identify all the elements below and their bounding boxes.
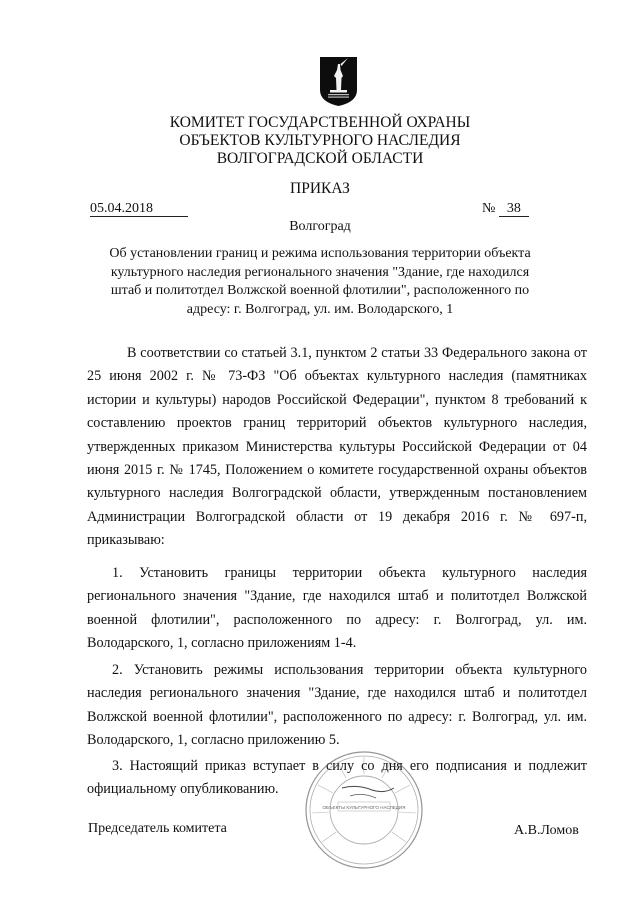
signatory-role: Председатель комитета [88,821,227,836]
official-seal [302,748,426,872]
committee-name [0,114,640,168]
document-number-label: № [482,201,496,216]
document-date-value: 05.04.2018 [90,201,153,216]
order-item-3: 3. Настоящий приказ вступает в силу со дня его подписания и подлежит официальному опубликованию. [87,758,587,798]
seal-text: ОБЪЕКТЫ КУЛЬТУРНОГО НАСЛЕДИЯ [322,805,406,810]
order-item-2: 2. Установить режимы использования территории объекта культурного наследия регионального значения "Здание, где находился штаб и политотдел Волжской военной флотилии", расположенного по адресу: г. Волгоград, ул. им. Володарского, 1, согласно приложению 5. [87,662,587,749]
committee-name-line-1: КОМИТЕТ ГОСУДАРСТВЕННОЙ ОХРАНЫ [169,114,471,131]
committee-name-line-2: ОБЪЕКТОВ КУЛЬТУРНОГО НАСЛЕДИЯ [179,132,461,149]
document-number [482,201,529,217]
coat-of-arms-icon [319,56,358,107]
document-type: ПРИКАЗ [290,180,350,197]
document-subject: Об установлении границ и режима использования территории объекта культурного наследия регионального значения "Здание, где находился штаб и политотдел Волжской военной флотилии", расположенного по адресу: г. Волгоград, ул. им. Володарского, 1 [109,246,531,317]
document-number-value: 38 [499,202,529,217]
document-date [90,201,153,217]
order-item-1: 1. Установить границы территории объекта культурного наследия регионального значения "Здание, где находился штаб и политотдел Волжской военной флотилии", расположенного по адресу: г. Волгоград, ул. им. Володарского, 1, согласно приложениям 1-4. [87,565,587,652]
preamble-paragraph: В соответствии со статьей 3.1, пунктом 2 статьи 33 Федерального закона от 25 июня 2002 г. № 73-ФЗ "Об объектах культурного наследия (памятниках истории и культуры) народов Российской Федерации", пунктом 8 требований к составлению проектов границ территорий объектов культурного наследия, утвержденных приказом Министерства культуры Российской Федерации от 04 июня 2015 г. № 1745, Положением о комитете государственной охраны объектов культурного наследия Волгоградской области, утвержденным постановлением Администрации Волгоградской области от 19 декабря 2016 г. № 697-п, приказываю: [87,345,587,549]
committee-name-line-3: ВОЛГОГРАДСКОЙ ОБЛАСТИ [216,150,424,167]
signatory-name: А.В.Ломов [514,823,579,838]
document-city: Волгоград [289,219,351,234]
